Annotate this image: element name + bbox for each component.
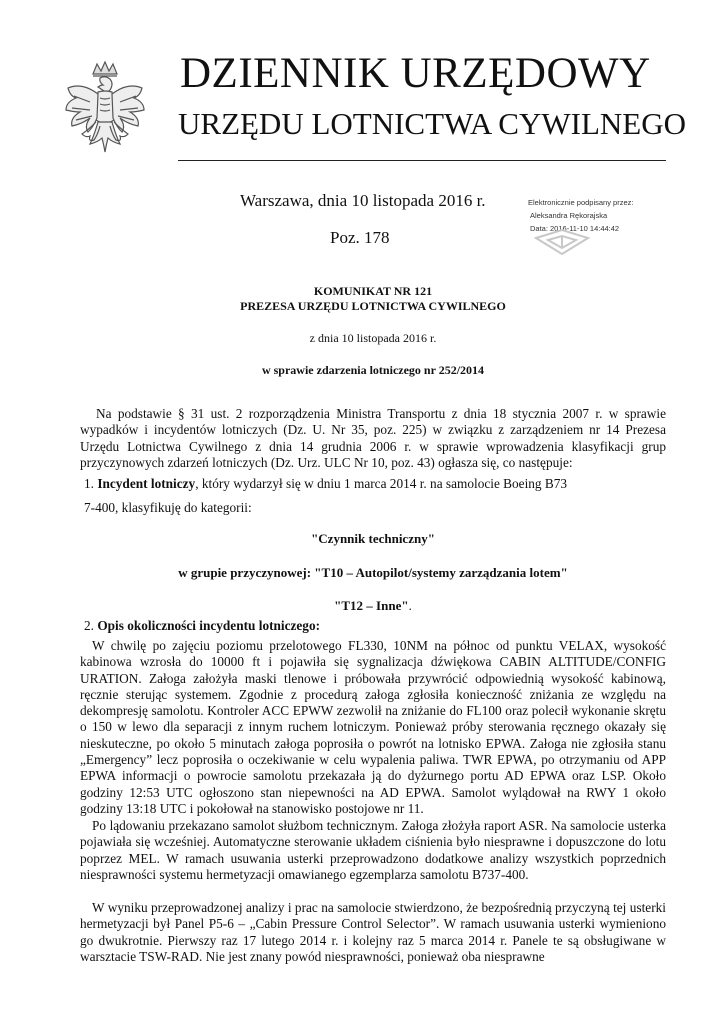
journal-title: DZIENNIK URZĘDOWY bbox=[180, 50, 651, 97]
item-1 bbox=[80, 476, 666, 492]
signature-line-3: Data: 2016-11-10 14:44:42 bbox=[530, 224, 620, 233]
paragraph-2 bbox=[80, 818, 666, 883]
intro-paragraph bbox=[80, 406, 666, 471]
communique-subject: w sprawie zdarzenia lotniczego nr 252/2014 bbox=[261, 363, 485, 377]
category-sub bbox=[80, 598, 666, 614]
category-sub-bold: "T12 – Inne" bbox=[334, 598, 409, 613]
communique-issuer: PREZESA URZĘDU LOTNICTWA CYWILNEGO bbox=[240, 299, 506, 313]
category-main: "Czynnik techniczny" bbox=[311, 531, 435, 546]
item-1-bold: Incydent lotniczy bbox=[97, 476, 196, 491]
category-group: w grupie przyczynowej: "T10 – Autopilot/systemy zarządzania lotem" bbox=[178, 565, 568, 580]
signature-watermark-icon bbox=[532, 226, 592, 256]
intro-text: Na podstawie § 31 ust. 2 rozporządzenia Ministra Transportu z dnia 18 stycznia 2007 r. w sprawie wypadków i incydentów lotniczych (Dz. U. Nr 35, poz. 225) w związku z zarządzeniem nr 14 Prezesa Urzędu Lotnictwa Cywilnego z dnia 14 grudnia 2006 r. w sprawie wprowadzenia klasyfikacji grup przyczynowych zdarzeń lotniczych (Dz. Urz. ULC Nr 10, poz. 43) ogłasza się, co następuje: bbox=[80, 406, 666, 470]
eagle-emblem-icon bbox=[60, 60, 150, 170]
item-2-bold: Opis okoliczności incydentu lotniczego: bbox=[97, 618, 321, 633]
paragraph-3 bbox=[80, 900, 666, 965]
signature-line-1: Elektronicznie podpisany przez: bbox=[528, 198, 634, 207]
item-2-number: 2. bbox=[84, 618, 94, 633]
paragraph-3-text: W wyniku przeprowadzonej analizy i prac na samolocie stwierdzono, że bezpośrednią przyczyną tej usterki hermetyzacji był Panel P5-6 – „Cabin Pressure Control Selector”. W ramach usuwania usterki wymieniono go dwukrotnie. Pierwszy raz 17 lutego 2014 r. i kolejny raz 5 marca 2014 r. Panele te są obsługiwane w warsztacie TSW-RAD. Nie jest znany powód niesprawności, ponieważ oba niesprawne bbox=[80, 900, 666, 964]
item-1-continued: 7-400, klasyfikuję do kategorii: bbox=[84, 500, 252, 515]
signature-line-2: Aleksandra Rękorajska bbox=[530, 211, 608, 220]
place-date: Warszawa, dnia 10 listopada 2016 r. bbox=[240, 191, 486, 210]
item-2 bbox=[80, 618, 666, 634]
paragraph-1-text: W chwilę po zajęciu poziomu przelotowego FL330, 10NM na północ od punktu VELAX, wysokość kabinowa wzrosła do 10000 ft i pojawiła się sygnalizacja dźwiękowa CABIN ALTITUDE/CONFIG URATION. Załoga założyła maski tlenowe i próbowała przywrócić odpowiednią wysokość kabinową, ręcznie sterując systemem. Zgodnie z procedurą załoga zgłosiła konieczność zniżania ze względu na dekompresję samolotu. Kontroler ACC EPWW zezwolił na zniżanie do FL100 oraz polecił wykonanie skrętu o 150 w lewo dla separacji z innym ruchem lotniczym. Ponieważ próby sterowania ręcznego okazały się nieskuteczne, po około 5 minutach załoga poprosiła o powrót na lotnisko EPWA. Załoga nie zgłosiła stanu „Emergency” lecz poprosiła o oczekiwanie w celu wypalenia paliwa. TWR EPWA, po otrzymaniu od APP EPWA informacji o powrocie samolotu przekazała ją do dyżurnego portu AD EPWA oraz LSP. Około godziny 12:53 UTC ogłoszono stan niepewności na AD EPWA. Samolot wylądował na RWY 1 około godziny 13:18 UTC i pokołował na stanowisko postojowe nr 11. bbox=[80, 638, 666, 816]
paragraph-1 bbox=[80, 638, 666, 817]
header-divider bbox=[178, 160, 666, 161]
communique-number: KOMUNIKAT NR 121 bbox=[313, 284, 433, 298]
paragraph-2-text: Po lądowaniu przekazano samolot służbom technicznym. Załoga złożyła raport ASR. Na samolocie usterka pojawiała się wcześniej. Automatyczne sterowanie układem ciśnienia było niesprawne i dopuszczone do lotu poprzez MEL. W ramach usuwania usterki przeprowadzono dodatkowe analizy wszystkich poprzednich niesprawności systemu hermetyzacji omawianego egzemplarza samolotu B737-400. bbox=[80, 818, 666, 882]
journal-subtitle: URZĘDU LOTNICTWA CYWILNEGO bbox=[178, 106, 686, 141]
item-1-number: 1. bbox=[84, 476, 94, 491]
position-number: Poz. 178 bbox=[330, 228, 390, 247]
category-sub-tail: . bbox=[408, 598, 412, 613]
item-1-rest: , który wydarzył się w dniu 1 marca 2014 r. na samolocie Boeing B73 bbox=[195, 476, 568, 491]
communique-date: z dnia 10 listopada 2016 r. bbox=[309, 331, 437, 345]
